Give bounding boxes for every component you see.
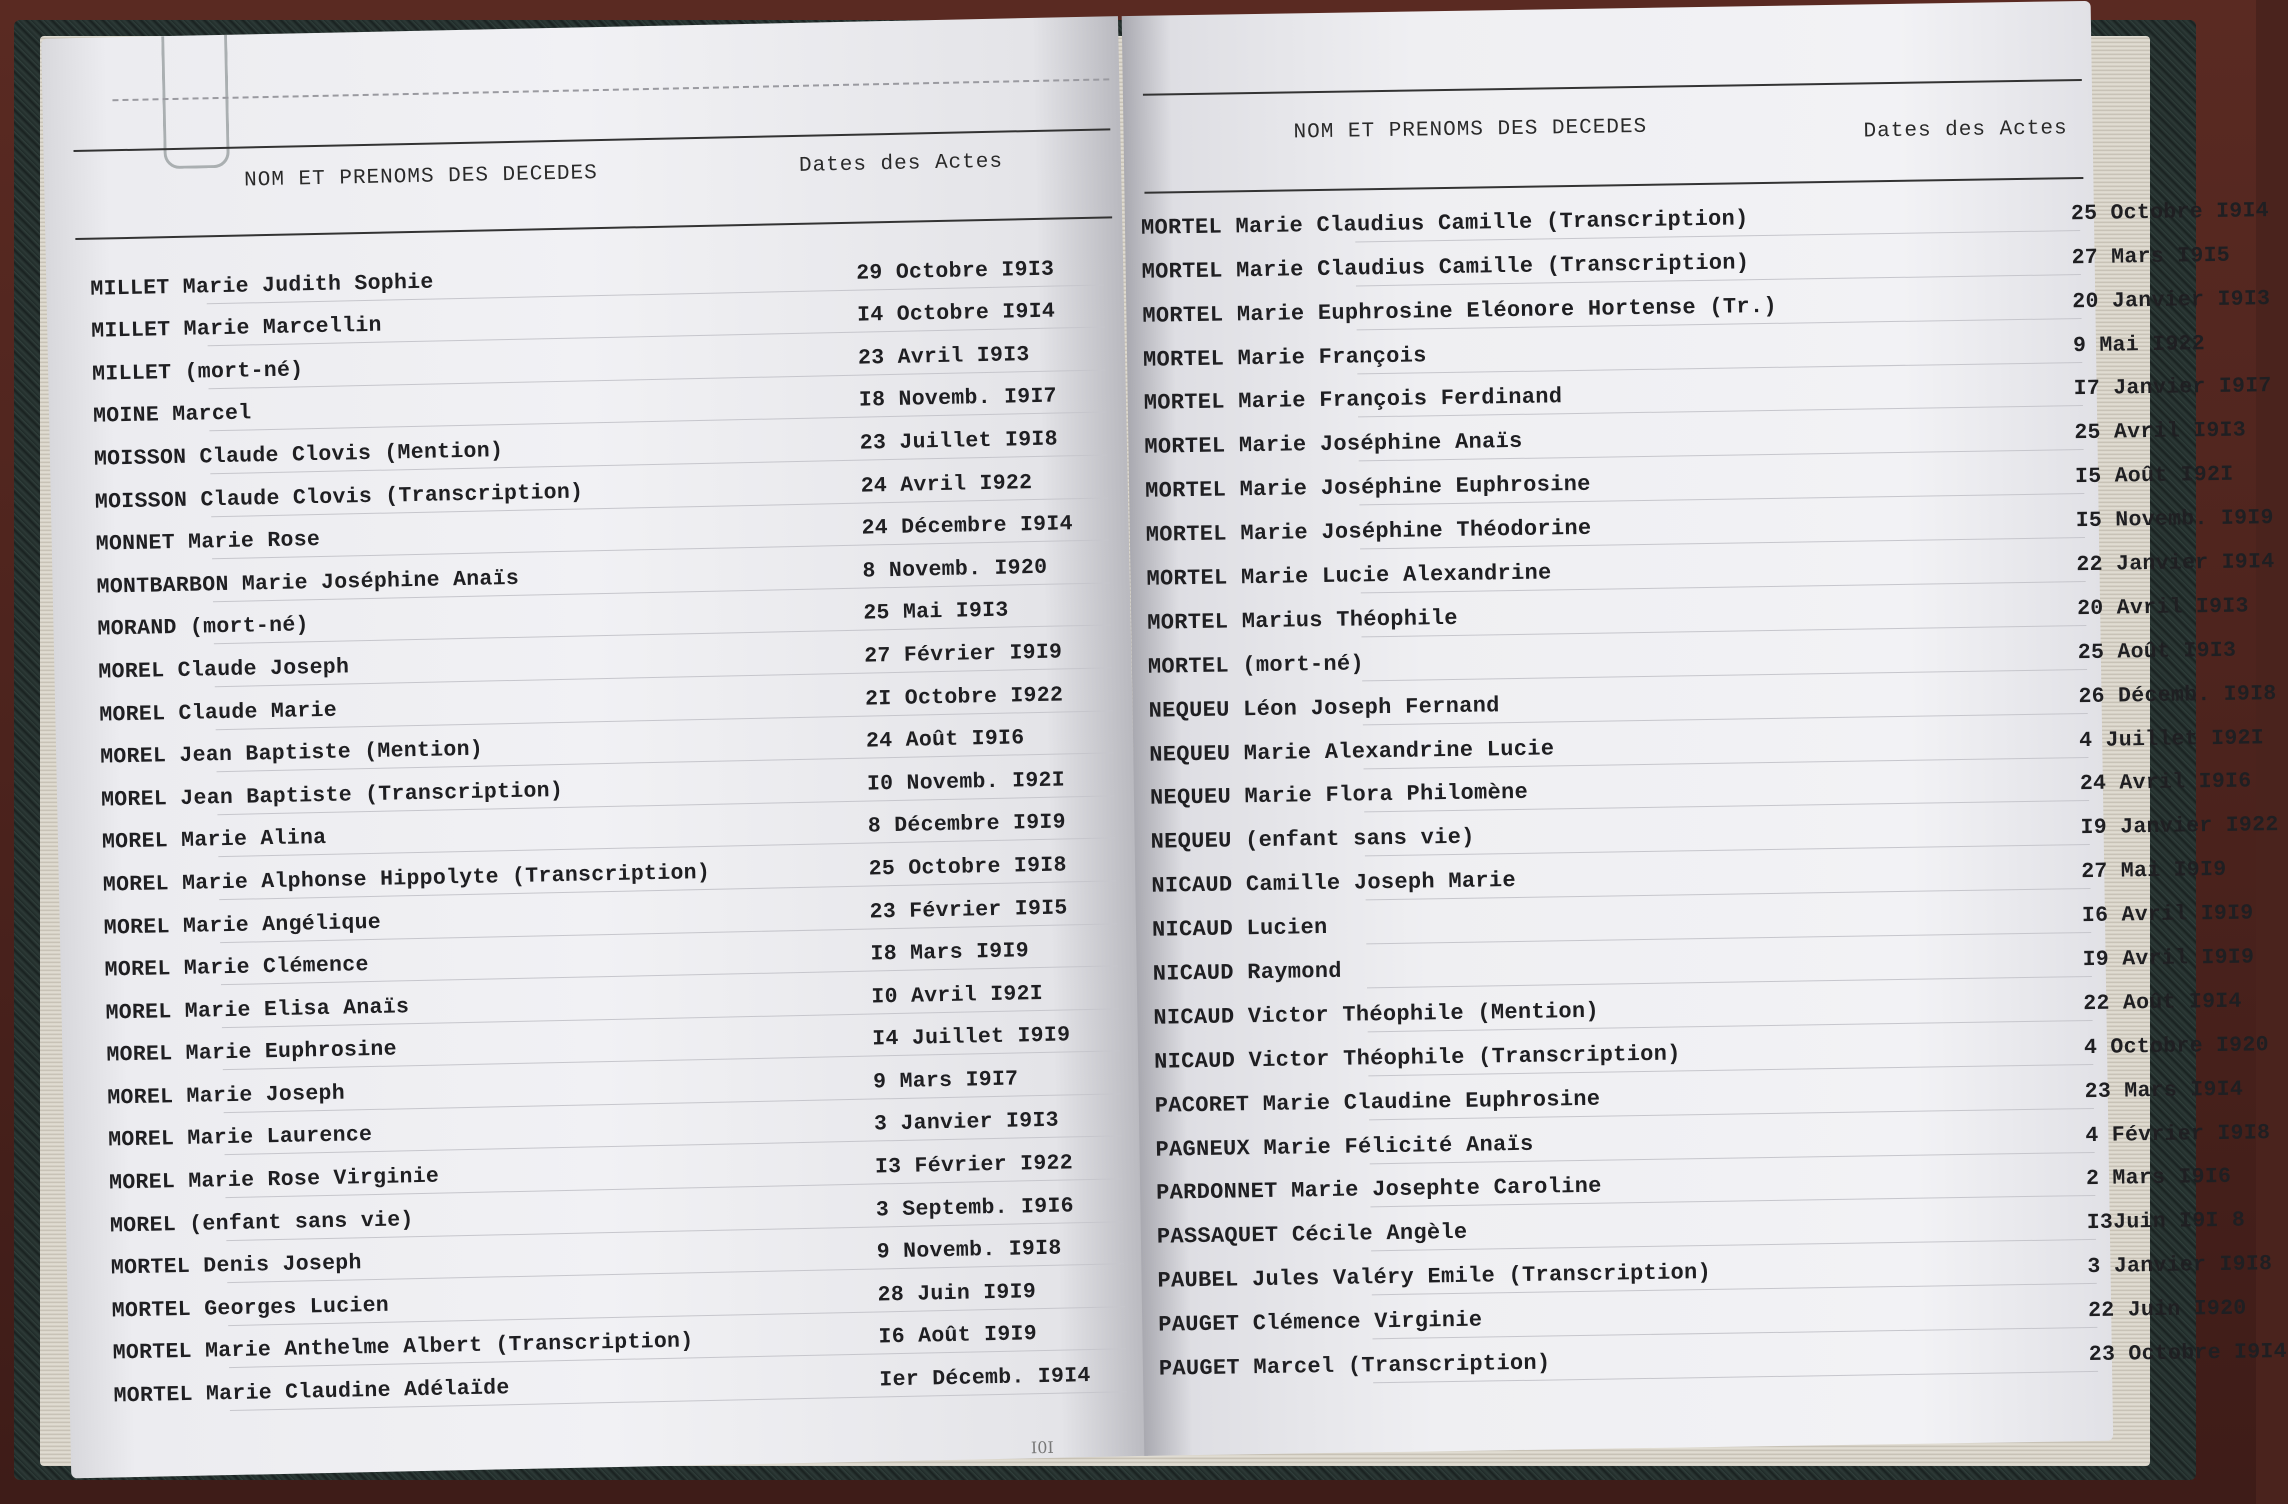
- deceased-name: MOREL Marie Alphonse Hippolyte (Transcription): [102, 860, 711, 898]
- act-date: 24 Avril I922: [860, 470, 1033, 499]
- act-date: 24 Décembre I9I4: [861, 512, 1074, 541]
- act-date: 23 Octobre I9I4: [2088, 1340, 2288, 1368]
- act-date: I6 Avril I9I9: [2081, 901, 2254, 929]
- deceased-name: MOISSON Claude Clovis (Transcription): [94, 480, 584, 515]
- right-header-date: Dates des Actes: [1863, 117, 2068, 144]
- left-header-rule-bottom: [75, 216, 1112, 240]
- act-date: I5 Novemb. I9I9: [2075, 506, 2274, 534]
- deceased-name: MORTEL Marie François: [1142, 342, 1427, 373]
- act-date: 9 Novemb. I9I8: [876, 1236, 1062, 1265]
- act-date: I6 Août I9I9: [878, 1322, 1038, 1350]
- act-date: 4 Octobre I920: [2083, 1033, 2270, 1060]
- deceased-name: MORTEL (mort-né): [1147, 651, 1365, 680]
- act-date: 24 Août I9I6: [865, 726, 1025, 754]
- act-date: 25 Avril I9I3: [2074, 418, 2247, 446]
- left-header-name: NOM ET PRENOMS DES DECEDES: [243, 162, 599, 193]
- deceased-name: MOREL Jean Baptiste (Mention): [99, 737, 484, 770]
- act-date: I7 Janvier I9I7: [2073, 374, 2272, 402]
- left-entries: [46, 242, 1147, 1414]
- deceased-name: MOREL Marie Clémence: [104, 953, 369, 983]
- act-date: I8 Mars I9I9: [870, 939, 1030, 967]
- act-date: I9 Avril I9I9: [2082, 945, 2255, 973]
- left-header-date: Dates des Actes: [798, 150, 1004, 178]
- act-date: 27 Mars I9I5: [2071, 243, 2231, 270]
- act-date: 27 Mai I9I9: [2081, 858, 2227, 885]
- act-date: 24 Avril I9I6: [2079, 769, 2252, 797]
- deceased-name: NEQUEU (enfant sans vie): [1150, 825, 1475, 856]
- act-date: 20 Janvier I9I3: [2072, 286, 2271, 314]
- deceased-name: NEQUEU Marie Flora Philomène: [1149, 780, 1529, 812]
- left-page: [41, 16, 1148, 1478]
- act-date: 25 Octobre I9I8: [868, 853, 1067, 882]
- deceased-name: MOREL Marie Laurence: [108, 1123, 373, 1154]
- act-date: Ier Décemb. I9I4: [879, 1364, 1091, 1393]
- deceased-name: PAUGET Marcel (Transcription): [1158, 1350, 1551, 1382]
- act-date: 3 Janvier I9I3: [873, 1109, 1060, 1137]
- act-date: I3 Février I922: [874, 1151, 1074, 1180]
- deceased-name: MOREL Marie Elisa Anaïs: [105, 994, 410, 1026]
- deceased-name: NEQUEU Léon Joseph Fernand: [1148, 692, 1500, 724]
- act-date: 25 Octobre I9I4: [2070, 198, 2270, 227]
- right-page: [1122, 1, 2288, 1456]
- act-date: 23 Juillet I9I8: [859, 427, 1059, 456]
- act-date: 22 Juin I920: [2087, 1296, 2247, 1324]
- deceased-name: MORTEL Marie Joséphine Théodorine: [1145, 515, 1592, 548]
- act-date: I8 Novemb. I9I7: [858, 384, 1058, 414]
- deceased-name: MORTEL Marie François Ferdinand: [1143, 384, 1563, 417]
- deceased-name: MORTEL Marie Claudius Camille (Transcription): [1140, 206, 1749, 241]
- act-date: 4 Février I9I8: [2085, 1120, 2271, 1148]
- deceased-name: MORTEL Marie Claudius Camille (Transcription): [1141, 250, 1750, 285]
- deceased-name: MOREL Marie Euphrosine: [106, 1037, 398, 1068]
- act-date: 3 Janvier I9I8: [2087, 1252, 2273, 1280]
- act-date: 26 Décemb. I9I8: [2078, 681, 2277, 709]
- deceased-name: MILLET Marie Marcellin: [91, 313, 382, 344]
- deceased-name: MORTEL Georges Lucien: [111, 1293, 390, 1324]
- deceased-name: MOREL Marie Rose Virginie: [108, 1164, 440, 1196]
- deceased-name: MONTBARBON Marie Joséphine Anaïs: [96, 566, 520, 600]
- deceased-name: PAUBEL Jules Valéry Emile (Transcription): [1157, 1260, 1712, 1294]
- act-date: 22 Janvier I9I4: [2076, 550, 2275, 578]
- deceased-name: MONNET Marie Rose: [95, 528, 321, 557]
- act-date: 9 Mai I922: [2072, 331, 2206, 358]
- right-header-name: NOM ET PRENOMS DES DECEDES: [1293, 115, 1648, 145]
- act-date: 29 Octobre I9I3: [855, 257, 1055, 286]
- deceased-name: MORTEL Marie Joséphine Euphrosine: [1144, 472, 1591, 505]
- deceased-name: NEQUEU Marie Alexandrine Lucie: [1149, 735, 1555, 768]
- deceased-name: MOREL Marie Joseph: [107, 1081, 346, 1111]
- act-date: I3Juin I9I 8: [2086, 1208, 2246, 1236]
- deceased-name: MOREL Claude Marie: [99, 698, 338, 728]
- act-date: 9 Mars I9I7: [872, 1067, 1019, 1095]
- deceased-name: PAUGET Clémence Virginie: [1158, 1307, 1483, 1338]
- deceased-name: NICAUD Victor Théophile (Transcription): [1153, 1041, 1681, 1075]
- deceased-name: MORTEL Marie Anthelme Albert (Transcription): [112, 1329, 694, 1366]
- deceased-name: NICAUD Raymond: [1152, 958, 1342, 987]
- act-date: I0 Avril I92I: [871, 981, 1044, 1010]
- act-date: 3 Septemb. I9I6: [875, 1194, 1075, 1223]
- deceased-name: MILLET (mort-né): [91, 358, 304, 387]
- act-date: I4 Octobre I9I4: [856, 299, 1056, 328]
- act-date: I4 Juillet I9I9: [872, 1023, 1071, 1052]
- act-date: 8 Décembre I9I9: [867, 810, 1067, 839]
- deceased-name: MORAND (mort-né): [97, 613, 309, 643]
- act-date: 2 Mars I9I6: [2085, 1165, 2232, 1192]
- act-date: 23 Avril I9I3: [857, 342, 1030, 371]
- deceased-name: MOREL Marie Alina: [101, 826, 327, 855]
- act-date: 8 Novemb. I920: [862, 555, 1048, 584]
- deceased-name: PASSAQUET Cécile Angèle: [1156, 1220, 1468, 1251]
- deceased-name: NICAUD Camille Joseph Marie: [1151, 868, 1517, 899]
- deceased-name: PARDONNET Marie Josephte Caroline: [1155, 1174, 1602, 1207]
- act-date: 4 Juillet I92I: [2079, 725, 2265, 753]
- deceased-name: MORTEL Denis Joseph: [110, 1251, 362, 1281]
- act-date: I5 Août I92I: [2074, 462, 2234, 490]
- deceased-name: MORTEL Marie Euphrosine Eléonore Hortense (Tr.): [1142, 293, 1778, 329]
- act-date: 23 Mars I9I4: [2084, 1077, 2244, 1104]
- right-entries: [1125, 187, 2288, 1387]
- footer-mark: I0I: [1030, 1437, 1054, 1458]
- deceased-name: MORTEL Marie Joséphine Anaïs: [1144, 429, 1523, 461]
- act-date: 20 Avril I9I3: [2076, 594, 2249, 622]
- deceased-name: MOISSON Claude Clovis (Mention): [93, 439, 504, 472]
- act-date: 25 Mai I9I3: [863, 598, 1009, 626]
- act-date: 25 Août I9I3: [2077, 638, 2237, 665]
- act-date: 27 Février I9I9: [864, 640, 1063, 669]
- deceased-name: MILLET Marie Judith Sophie: [90, 270, 434, 302]
- deceased-name: MORTEL Marie Claudine Adélaïde: [113, 1376, 510, 1409]
- right-header-rule-top: [1143, 79, 2082, 96]
- act-date: 22 Août I9I4: [2083, 989, 2242, 1017]
- act-date: I9 Janvier I922: [2080, 813, 2279, 841]
- deceased-name: PAGNEUX Marie Félicité Anaïs: [1155, 1131, 1534, 1163]
- act-date: 23 Février I9I5: [869, 895, 1068, 925]
- act-date: 28 Juin I9I9: [877, 1279, 1037, 1308]
- deceased-name: MORTEL Marius Théophile: [1147, 605, 1458, 636]
- left-top-dashed-rule: [112, 78, 1109, 101]
- deceased-name: MORTEL Marie Lucie Alexandrine: [1146, 560, 1552, 592]
- deceased-name: MOREL Claude Joseph: [98, 655, 350, 685]
- open-register: [56, 16, 2288, 1458]
- deceased-name: MOREL (enfant sans vie): [109, 1207, 414, 1239]
- deceased-name: NICAUD Lucien: [1151, 915, 1328, 943]
- deceased-name: MOREL Jean Baptiste (Transcription): [100, 778, 564, 813]
- act-date: 2I Octobre I922: [864, 682, 1064, 712]
- deceased-name: NICAUD Victor Théophile (Mention): [1153, 998, 1600, 1031]
- act-date: I0 Novemb. I92I: [866, 768, 1066, 797]
- deceased-name: MOREL Marie Angélique: [103, 910, 382, 941]
- deceased-name: PACORET Marie Claudine Euphrosine: [1154, 1086, 1601, 1119]
- deceased-name: MOINE Marcel: [92, 401, 252, 430]
